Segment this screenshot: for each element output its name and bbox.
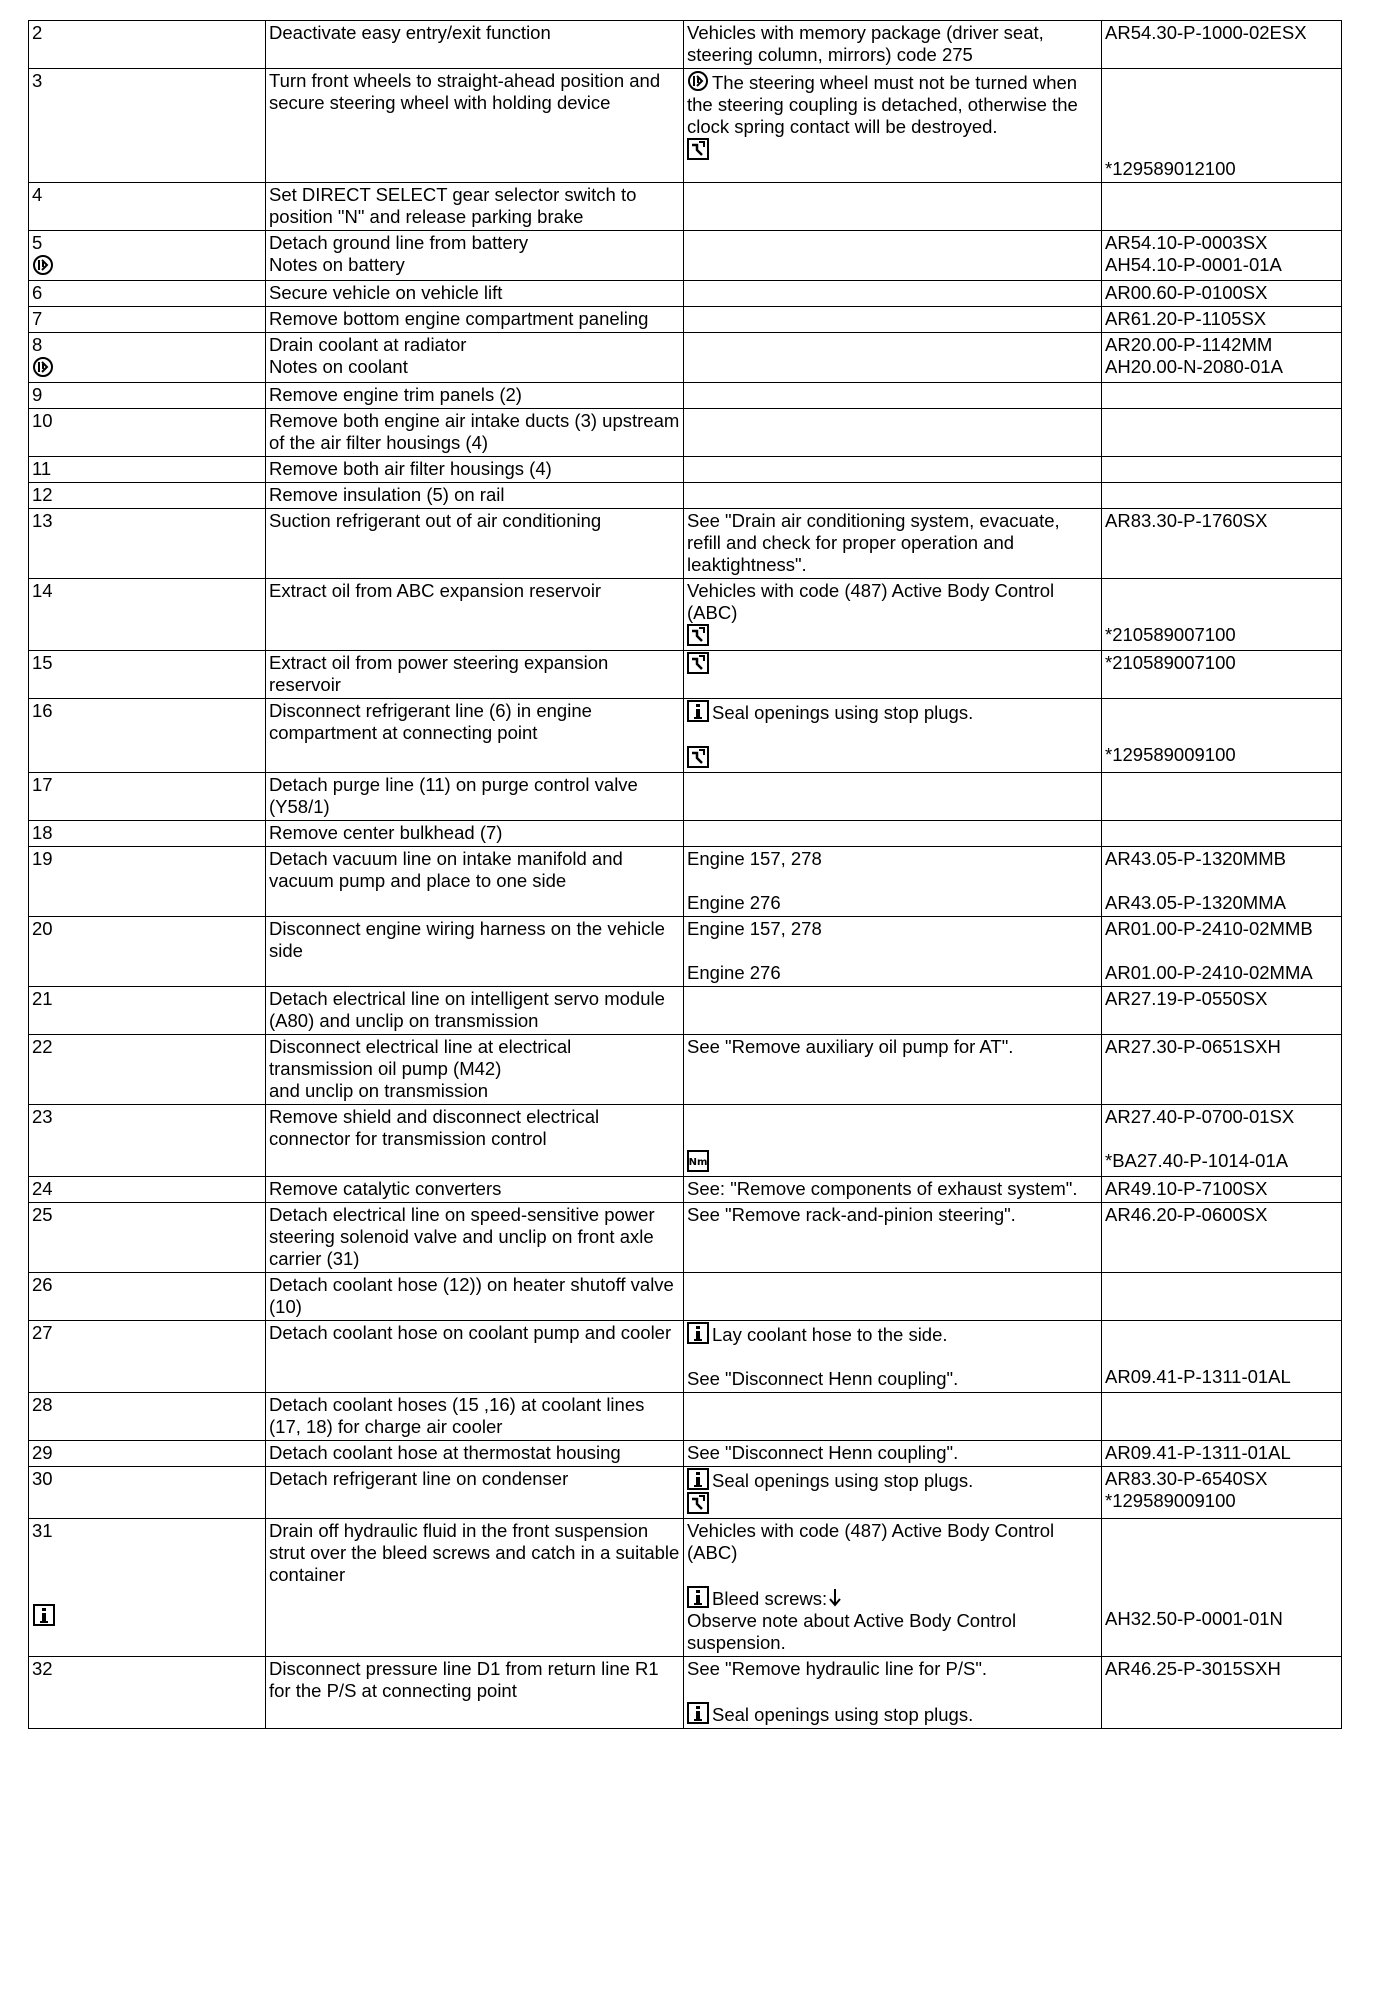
operation-cell (266, 231, 684, 281)
step-cell (29, 1441, 266, 1467)
reference-link: AR27.30-P-0651SXH (1105, 1036, 1281, 1057)
reference-link: AR27.19-P-0550SX (1105, 988, 1268, 1009)
special-tool-icon (687, 1492, 709, 1514)
notes-cell (684, 699, 1102, 773)
step-number: 11 (32, 458, 52, 479)
table-row (29, 307, 1342, 333)
table-row (29, 409, 1342, 457)
reference-link: AR09.41-P-1311-01AL (1105, 1442, 1291, 1463)
operation-text: Disconnect electrical line at electrical transmission oil pump (M42) (269, 1036, 572, 1079)
notes-cell (684, 457, 1102, 483)
table-row (29, 1177, 1342, 1203)
reference-cell (1102, 1035, 1342, 1105)
step-number: 26 (32, 1274, 53, 1295)
note-text: Engine 276 (687, 892, 781, 913)
operation-cell (266, 1657, 684, 1729)
operation-text: Remove engine trim panels (2) (269, 384, 522, 405)
reference-link: AR54.10-P-0003SX (1105, 232, 1268, 253)
step-cell (29, 821, 266, 847)
operation-text: Remove insulation (5) on rail (269, 484, 505, 505)
step-number: 14 (32, 580, 53, 601)
operation-cell (266, 847, 684, 917)
note-text: Engine 157, 278 (687, 918, 822, 939)
reference-cell (1102, 69, 1342, 183)
circle-exclamation-icon (687, 70, 709, 92)
table-row (29, 847, 1342, 917)
note-text: Observe note about Active Body Control suspension. (687, 1610, 1017, 1653)
operation-text: Extract oil from ABC expansion reservoir (269, 580, 602, 601)
operation-cell (266, 699, 684, 773)
step-number: 5 (32, 232, 43, 253)
reference-link: AR01.00-P-2410-02MMB (1105, 918, 1313, 939)
notes-cell (684, 651, 1102, 699)
operation-cell (266, 1467, 684, 1519)
reference-cell (1102, 1519, 1342, 1657)
note-text: Vehicles with code (487) Active Body Control (ABC) (687, 580, 1055, 623)
operation-cell (266, 281, 684, 307)
notes-cell (684, 69, 1102, 183)
table-row (29, 183, 1342, 231)
table-row (29, 1441, 1342, 1467)
step-cell (29, 69, 266, 183)
step-number: 2 (32, 22, 43, 43)
notes-cell (684, 1657, 1102, 1729)
step-cell (29, 1105, 266, 1177)
table-row (29, 651, 1342, 699)
step-cell (29, 281, 266, 307)
table-row (29, 699, 1342, 773)
reference-cell (1102, 579, 1342, 651)
step-number: 10 (32, 410, 53, 431)
note-text: Bleed screws: (712, 1588, 828, 1609)
notes-cell (684, 483, 1102, 509)
notes-cell (684, 183, 1102, 231)
notes-cell (684, 21, 1102, 69)
step-number: 27 (32, 1322, 53, 1343)
operation-cell (266, 651, 684, 699)
step-cell (29, 579, 266, 651)
operation-text: Detach coolant hose (12)) on heater shutoff valve (10) (269, 1274, 674, 1317)
note-text: Vehicles with memory package (driver seat, steering column, mirrors) code 275 (687, 22, 1044, 65)
step-number: 7 (32, 308, 43, 329)
table-row (29, 987, 1342, 1035)
operation-text: Remove catalytic converters (269, 1178, 502, 1199)
reference-link: AR61.20-P-1105SX (1105, 308, 1267, 329)
reference-link: AR00.60-P-0100SX (1105, 282, 1268, 303)
step-cell (29, 1321, 266, 1393)
notes-cell (684, 821, 1102, 847)
reference-link: *BA27.40-P-1014-01A (1105, 1150, 1289, 1171)
table-row (29, 21, 1342, 69)
table-row (29, 231, 1342, 281)
reference-cell (1102, 231, 1342, 281)
reference-link: AR43.05-P-1320MMA (1105, 892, 1286, 913)
reference-cell (1102, 1657, 1342, 1729)
operation-text: Disconnect pressure line D1 from return line R1 for the P/S at connecting point (269, 1658, 659, 1701)
step-number: 18 (32, 822, 53, 843)
reference-cell (1102, 21, 1342, 69)
step-cell (29, 1519, 266, 1657)
special-tool-icon (687, 652, 709, 674)
circle-exclamation-icon (32, 254, 54, 276)
operation-cell (266, 183, 684, 231)
operation-cell (266, 333, 684, 383)
operation-text: Deactivate easy entry/exit function (269, 22, 551, 43)
operation-text: Remove shield and disconnect electrical connector for transmission control (269, 1106, 600, 1149)
reference-link: *129589009100 (1105, 1490, 1236, 1511)
table-row (29, 483, 1342, 509)
step-cell (29, 333, 266, 383)
note-text: See: "Remove components of exhaust system". (687, 1178, 1078, 1199)
note-text: See "Remove hydraulic line for P/S". (687, 1658, 988, 1679)
step-cell (29, 1467, 266, 1519)
operation-cell (266, 1441, 684, 1467)
note-text: See "Disconnect Henn coupling". (687, 1442, 959, 1463)
step-cell (29, 1273, 266, 1321)
reference-link: *129589009100 (1105, 744, 1236, 765)
step-cell (29, 773, 266, 821)
notes-cell (684, 307, 1102, 333)
operation-cell (266, 1273, 684, 1321)
notes-cell (684, 987, 1102, 1035)
operation-cell (266, 821, 684, 847)
operation-text: Detach purge line (11) on purge control valve (Y58/1) (269, 774, 638, 817)
step-cell (29, 307, 266, 333)
step-number: 28 (32, 1394, 53, 1415)
note-text: Seal openings using stop plugs. (712, 1704, 974, 1725)
step-cell (29, 231, 266, 281)
step-cell (29, 1393, 266, 1441)
circle-exclamation-icon (32, 356, 54, 378)
notes-cell (684, 281, 1102, 307)
step-number: 21 (32, 988, 53, 1009)
reference-cell (1102, 1105, 1342, 1177)
reference-cell (1102, 1273, 1342, 1321)
table-row (29, 773, 1342, 821)
step-number: 29 (32, 1442, 53, 1463)
reference-cell (1102, 483, 1342, 509)
notes-cell (684, 1035, 1102, 1105)
operation-text: Detach electrical line on speed-sensitive power steering solenoid valve and unclip on front axle carrier (31) (269, 1204, 655, 1269)
step-cell (29, 457, 266, 483)
reference-cell (1102, 307, 1342, 333)
notes-cell (684, 1177, 1102, 1203)
operation-cell (266, 1035, 684, 1105)
table-row (29, 1657, 1342, 1729)
note-text: Engine 276 (687, 962, 781, 983)
table-row (29, 383, 1342, 409)
reference-cell (1102, 409, 1342, 457)
reference-cell (1102, 1467, 1342, 1519)
note-text: The steering wheel must not be turned when the steering coupling is detached, otherwise the clock spring contact will be destroyed. (687, 72, 1078, 137)
table-row (29, 333, 1342, 383)
notes-cell (684, 579, 1102, 651)
notes-cell (684, 773, 1102, 821)
operation-text: Drain coolant at radiator (269, 334, 467, 355)
reference-link: AR83.30-P-6540SX (1105, 1468, 1268, 1489)
reference-cell (1102, 383, 1342, 409)
table-row (29, 821, 1342, 847)
reference-cell (1102, 457, 1342, 483)
operation-cell (266, 483, 684, 509)
reference-cell (1102, 847, 1342, 917)
reference-link: AR54.30-P-1000-02ESX (1105, 22, 1307, 43)
reference-cell (1102, 1393, 1342, 1441)
reference-cell (1102, 509, 1342, 579)
operation-text: Secure vehicle on vehicle lift (269, 282, 503, 303)
procedure-rows (29, 21, 1342, 1729)
operation-text: Extract oil from power steering expansion reservoir (269, 652, 609, 695)
operation-text: Suction refrigerant out of air conditioning (269, 510, 602, 531)
step-cell (29, 651, 266, 699)
reference-cell (1102, 773, 1342, 821)
reference-link: *129589012100 (1105, 158, 1236, 179)
note-text: See "Disconnect Henn coupling". (687, 1368, 959, 1389)
reference-link: AH20.00-N-2080-01A (1105, 356, 1283, 377)
step-number: 12 (32, 484, 53, 505)
step-cell (29, 1035, 266, 1105)
reference-cell (1102, 821, 1342, 847)
step-cell (29, 699, 266, 773)
reference-link: AR20.00-P-1142MM (1105, 334, 1273, 355)
step-cell (29, 509, 266, 579)
step-number: 9 (32, 384, 43, 405)
operation-text: Notes on battery (269, 254, 405, 275)
step-number: 16 (32, 700, 53, 721)
step-cell (29, 383, 266, 409)
operation-text: and unclip on transmission (269, 1080, 489, 1101)
reference-cell (1102, 699, 1342, 773)
step-number: 22 (32, 1036, 53, 1057)
step-number: 17 (32, 774, 53, 795)
step-cell (29, 917, 266, 987)
notes-cell (684, 1519, 1102, 1657)
reference-cell (1102, 1203, 1342, 1273)
operation-cell (266, 1203, 684, 1273)
step-number: 23 (32, 1106, 53, 1127)
notes-cell (684, 383, 1102, 409)
operation-text: Disconnect refrigerant line (6) in engine compartment at connecting point (269, 700, 592, 743)
operation-cell (266, 307, 684, 333)
reference-link: AR83.30-P-1760SX (1105, 510, 1268, 531)
operation-cell (266, 987, 684, 1035)
reference-cell (1102, 917, 1342, 987)
table-row (29, 1519, 1342, 1657)
note-text: See "Remove auxiliary oil pump for AT". (687, 1036, 1014, 1057)
operation-cell (266, 69, 684, 183)
info-box-icon (687, 1702, 709, 1724)
note-text: Seal openings using stop plugs. (712, 702, 974, 723)
step-cell (29, 21, 266, 69)
step-cell (29, 847, 266, 917)
table-row (29, 579, 1342, 651)
notes-cell (684, 1393, 1102, 1441)
table-row (29, 1467, 1342, 1519)
step-number: 15 (32, 652, 53, 673)
notes-cell (684, 1273, 1102, 1321)
reference-link: AH54.10-P-0001-01A (1105, 254, 1282, 275)
procedure-table (28, 20, 1342, 1729)
notes-cell (684, 231, 1102, 281)
table-row (29, 509, 1342, 579)
reference-cell (1102, 1321, 1342, 1393)
special-tool-icon (687, 624, 709, 646)
info-box-icon (687, 700, 709, 722)
reference-cell (1102, 183, 1342, 231)
operation-cell (266, 409, 684, 457)
reference-cell (1102, 987, 1342, 1035)
down-arrow-icon (827, 1586, 843, 1608)
operation-text: Detach electrical line on intelligent servo module (A80) and unclip on transmission (269, 988, 665, 1031)
operation-cell (266, 21, 684, 69)
info-box-icon (33, 1604, 55, 1626)
notes-cell (684, 509, 1102, 579)
operation-cell (266, 917, 684, 987)
step-number: 30 (32, 1468, 53, 1489)
table-row (29, 1105, 1342, 1177)
note-text: See "Remove rack-and-pinion steering". (687, 1204, 1016, 1225)
reference-link: AR43.05-P-1320MMB (1105, 848, 1286, 869)
note-text: Lay coolant hose to the side. (712, 1324, 948, 1345)
notes-cell (684, 1467, 1102, 1519)
table-row (29, 1321, 1342, 1393)
operation-cell (266, 773, 684, 821)
info-box-icon (687, 1586, 709, 1608)
table-row (29, 1273, 1342, 1321)
step-number: 8 (32, 334, 43, 355)
operation-text: Remove bottom engine compartment paneling (269, 308, 649, 329)
operation-cell (266, 509, 684, 579)
step-number: 4 (32, 184, 43, 205)
reference-cell (1102, 281, 1342, 307)
step-cell (29, 1203, 266, 1273)
operation-cell (266, 457, 684, 483)
step-number: 20 (32, 918, 53, 939)
notes-cell (684, 1203, 1102, 1273)
notes-cell (684, 1105, 1102, 1177)
step-cell (29, 183, 266, 231)
notes-cell (684, 917, 1102, 987)
special-tool-icon (687, 746, 709, 768)
step-number: 24 (32, 1178, 53, 1199)
note-text: Seal openings using stop plugs. (712, 1470, 974, 1491)
operation-cell (266, 383, 684, 409)
reference-link: AR09.41-P-1311-01AL (1105, 1366, 1291, 1387)
note-text: Engine 157, 278 (687, 848, 822, 869)
reference-cell (1102, 333, 1342, 383)
reference-link: AR27.40-P-0700-01SX (1105, 1106, 1295, 1127)
step-number: 13 (32, 510, 53, 531)
step-number: 32 (32, 1658, 53, 1679)
operation-cell (266, 579, 684, 651)
table-row (29, 1203, 1342, 1273)
operation-text: Notes on coolant (269, 356, 408, 377)
table-row (29, 457, 1342, 483)
operation-text: Detach coolant hose at thermostat housing (269, 1442, 621, 1463)
operation-text: Detach refrigerant line on condenser (269, 1468, 569, 1489)
info-box-icon (687, 1322, 709, 1344)
table-row (29, 1035, 1342, 1105)
operation-text: Remove both engine air intake ducts (3) upstream of the air filter housings (4) (269, 410, 680, 453)
step-number: 19 (32, 848, 53, 869)
step-cell (29, 483, 266, 509)
operation-cell (266, 1177, 684, 1203)
operation-text: Detach coolant hose on coolant pump and cooler (269, 1322, 672, 1343)
table-row (29, 69, 1342, 183)
notes-cell (684, 333, 1102, 383)
step-number: 6 (32, 282, 43, 303)
operation-text: Detach coolant hoses (15 ,16) at coolant lines (17, 18) for charge air cooler (269, 1394, 645, 1437)
operation-text: Disconnect engine wiring harness on the vehicle side (269, 918, 665, 961)
notes-cell (684, 409, 1102, 457)
operation-cell (266, 1393, 684, 1441)
reference-link: *210589007100 (1105, 652, 1236, 673)
svg-text:Nm: Nm (688, 1157, 708, 1168)
operation-text: Detach vacuum line on intake manifold and vacuum pump and place to one side (269, 848, 623, 891)
reference-link: AR46.20-P-0600SX (1105, 1204, 1268, 1225)
reference-cell (1102, 1441, 1342, 1467)
step-number: 31 (32, 1520, 53, 1541)
operation-text: Set DIRECT SELECT gear selector switch to position "N" and release parking brake (269, 184, 637, 227)
step-number: 25 (32, 1204, 53, 1225)
torque-nm-icon (687, 1150, 709, 1172)
note-text: Vehicles with code (487) Active Body Control (ABC) (687, 1520, 1055, 1563)
operation-text: Turn front wheels to straight-ahead position and secure steering wheel with holding device (269, 70, 661, 113)
notes-cell (684, 1441, 1102, 1467)
operation-text: Remove center bulkhead (7) (269, 822, 503, 843)
reference-link: AR49.10-P-7100SX (1105, 1178, 1268, 1199)
notes-cell (684, 847, 1102, 917)
note-text: See "Drain air conditioning system, evacuate, refill and check for proper operation and leaktightness". (687, 510, 1060, 575)
operation-text: Remove both air filter housings (4) (269, 458, 552, 479)
reference-cell (1102, 1177, 1342, 1203)
reference-link: AH32.50-P-0001-01N (1105, 1608, 1283, 1629)
reference-link: *210589007100 (1105, 624, 1236, 645)
operation-cell (266, 1105, 684, 1177)
notes-cell (684, 1321, 1102, 1393)
table-row (29, 281, 1342, 307)
operation-text: Detach ground line from battery (269, 232, 529, 253)
operation-cell (266, 1321, 684, 1393)
step-cell (29, 1657, 266, 1729)
table-row (29, 1393, 1342, 1441)
reference-link: AR01.00-P-2410-02MMA (1105, 962, 1313, 983)
reference-link: AR46.25-P-3015SXH (1105, 1658, 1281, 1679)
step-cell (29, 987, 266, 1035)
special-tool-icon (687, 138, 709, 160)
operation-text: Drain off hydraulic fluid in the front suspension strut over the bleed screws and catch in a suitable container (269, 1520, 680, 1585)
step-cell (29, 1177, 266, 1203)
table-row (29, 917, 1342, 987)
operation-cell (266, 1519, 684, 1657)
reference-cell (1102, 651, 1342, 699)
step-number: 3 (32, 70, 43, 91)
info-box-icon (687, 1468, 709, 1490)
step-cell (29, 409, 266, 457)
